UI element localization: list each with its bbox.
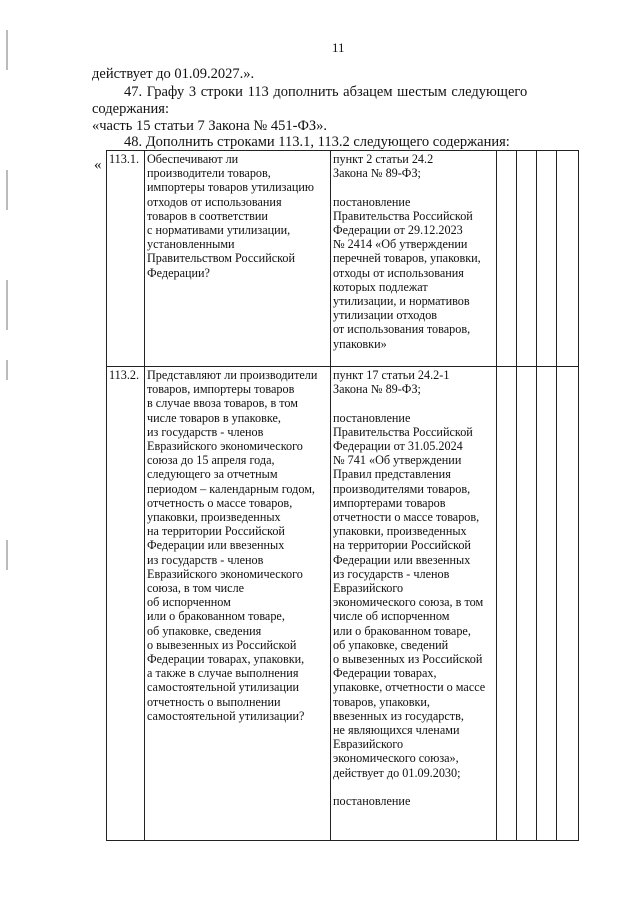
row-number: 113.1. [107,151,145,367]
table-row [107,367,579,841]
opening-quote-mark: « [94,157,102,173]
item-47-line-2: содержания: [92,101,170,117]
legal-basis-cell: пункт 2 статьи 24.2 Закона № 89-ФЗ; постановление Правительства Российской Федерации от 29.12.2023 № 2414 «Об утверждении перечней товаров, упаковки, отходы от использования которых подлежат утилизации, и нормативов утилизации отходов от использования товаров, упаковки» [331,151,497,367]
item-47-line-1: 47. Графу 3 строки 113 дополнить абзацем шестым следующего [124,84,528,100]
answer-cell [537,367,557,841]
question-cell: Обеспечивают ли производители товаров, импортеры товаров утилизацию отходов от использования товаров в соответствии с нормативами утилизации, установленными Правительством Российской Федерации? [145,151,331,367]
intro-line: действует до 01.09.2027.». [92,66,255,82]
answer-cell [537,151,557,367]
table-row [107,151,579,367]
answer-cell [517,367,537,841]
requirements-table [106,150,579,841]
scan-margin-marks [2,20,20,880]
item-48: 48. Дополнить строками 113.1, 113.2 следующего содержания: [124,134,510,150]
question-cell: Представляют ли производители товаров, импортеры товаров в случае ввоза товаров, в том числе товаров в упаковке, из государств - членов Евразийского экономического союза до 15 апреля года, следующего за отчетным периодом – календарным годом, отчетность о массе товаров, упаковки, произведенных на территории Российской Федерации или ввезенных из государств - членов Евразийского экономического союза, в том числе об испорченном или о бракованном товаре, об упаковке, сведения о вывезенных из Российской Федерации товарах, упаковки, а также в случае выполнения самостоятельной утилизации отчетность о выполнении самостоятельной утилизации? [145,367,331,841]
answer-cell [557,367,579,841]
legal-basis-cell: пункт 17 статьи 24.2-1 Закона № 89-ФЗ; постановление Правительства Российской Федерации от 31.05.2024 № 741 «Об утверждении Правил представления производителями товаров, импортерами товаров отчетности о массе товаров, упаковки, произведенных на территории Российской Федерации или ввезенных из государств - членов Евразийского экономического союза, в том числе об испорченном или о бракованном товаре, об упаковке, сведений о вывезенных из Российской Федерации товарах, упаковке, отчетности о массе товаров, упаковки, ввезенных из государств, не являющихся членами Евразийского экономического союза», действует до 01.09.2030; постановление [331,367,497,841]
answer-cell [497,151,517,367]
page-number: 11 [332,40,345,55]
item-47-quote: «часть 15 статьи 7 Закона № 451-ФЗ». [92,118,328,134]
answer-cell [557,151,579,367]
row-number: 113.2. [107,367,145,841]
answer-cell [517,151,537,367]
answer-cell [497,367,517,841]
